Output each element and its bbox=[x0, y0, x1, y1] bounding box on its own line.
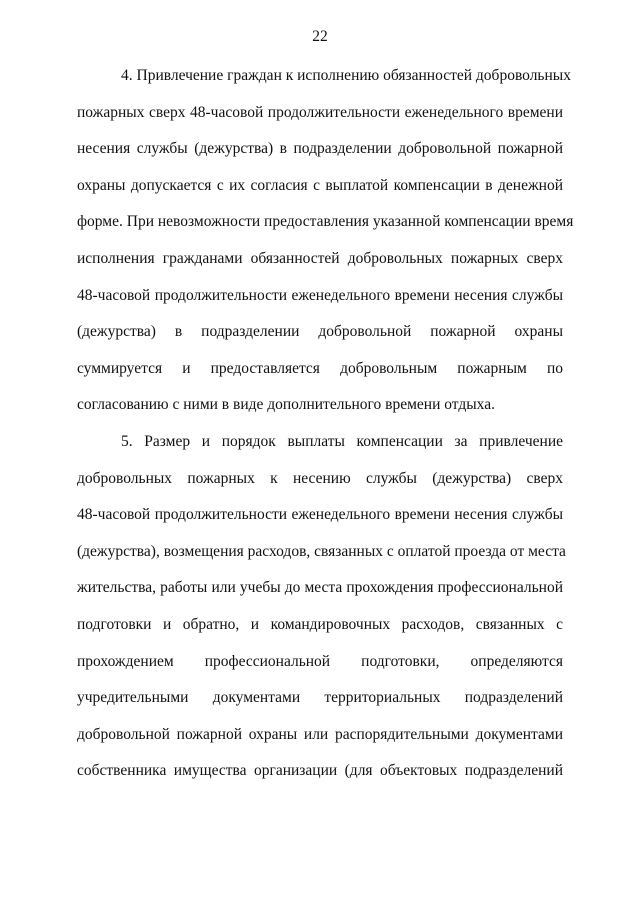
text-line: прохождением профессиональной подготовки, определяются bbox=[77, 652, 563, 670]
page-number: 22 bbox=[312, 28, 328, 45]
text-line: несения службы (дежурства) в подразделении добровольной пожарной bbox=[77, 140, 563, 158]
text-line: собственника имущества организации (для объектовых подразделений bbox=[77, 762, 563, 780]
text-line: подготовки и обратно, и командировочных расходов, связанных с bbox=[77, 615, 563, 633]
text-line: 5. Размер и порядок выплаты компенсации за привлечение bbox=[121, 432, 563, 450]
text-line: 48-часовой продолжительности еженедельного времени несения службы bbox=[77, 286, 563, 304]
text-line: добровольных пожарных к несению службы (дежурства) сверх bbox=[77, 469, 563, 487]
text-line: пожарных сверх 48-часовой продолжительности еженедельного времени bbox=[77, 103, 563, 121]
text-line: согласованию с ними в виде дополнительного времени отдыха. bbox=[77, 396, 495, 414]
paragraph-4 bbox=[77, 66, 574, 432]
text-line: учредительными документами территориальных подразделений bbox=[77, 689, 563, 707]
text-line: охраны допускается с их согласия с выплатой компенсации в денежной bbox=[77, 176, 563, 194]
text-line: исполнения гражданами обязанностей добровольных пожарных сверх bbox=[77, 249, 563, 267]
paragraph-5 bbox=[77, 432, 566, 798]
text-line: форме. При невозможности предоставления указанной компенсации время bbox=[77, 213, 574, 231]
text-line: (дежурства) в подразделении добровольной пожарной охраны bbox=[77, 323, 563, 341]
text-line: суммируется и предоставляется добровольным пожарным по bbox=[77, 359, 563, 377]
text-line: жительства, работы или учебы до места прохождения профессиональной bbox=[77, 579, 563, 597]
text-line: 4. Привлечение граждан к исполнению обязанностей добровольных bbox=[121, 67, 571, 84]
text-line: 48-часовой продолжительности еженедельного времени несения службы bbox=[77, 506, 563, 524]
text-line: (дежурства), возмещения расходов, связанных с оплатой проезда от места bbox=[77, 542, 566, 560]
text-line: добровольной пожарной охраны или распорядительными документами bbox=[77, 725, 563, 743]
document-body bbox=[77, 66, 574, 798]
